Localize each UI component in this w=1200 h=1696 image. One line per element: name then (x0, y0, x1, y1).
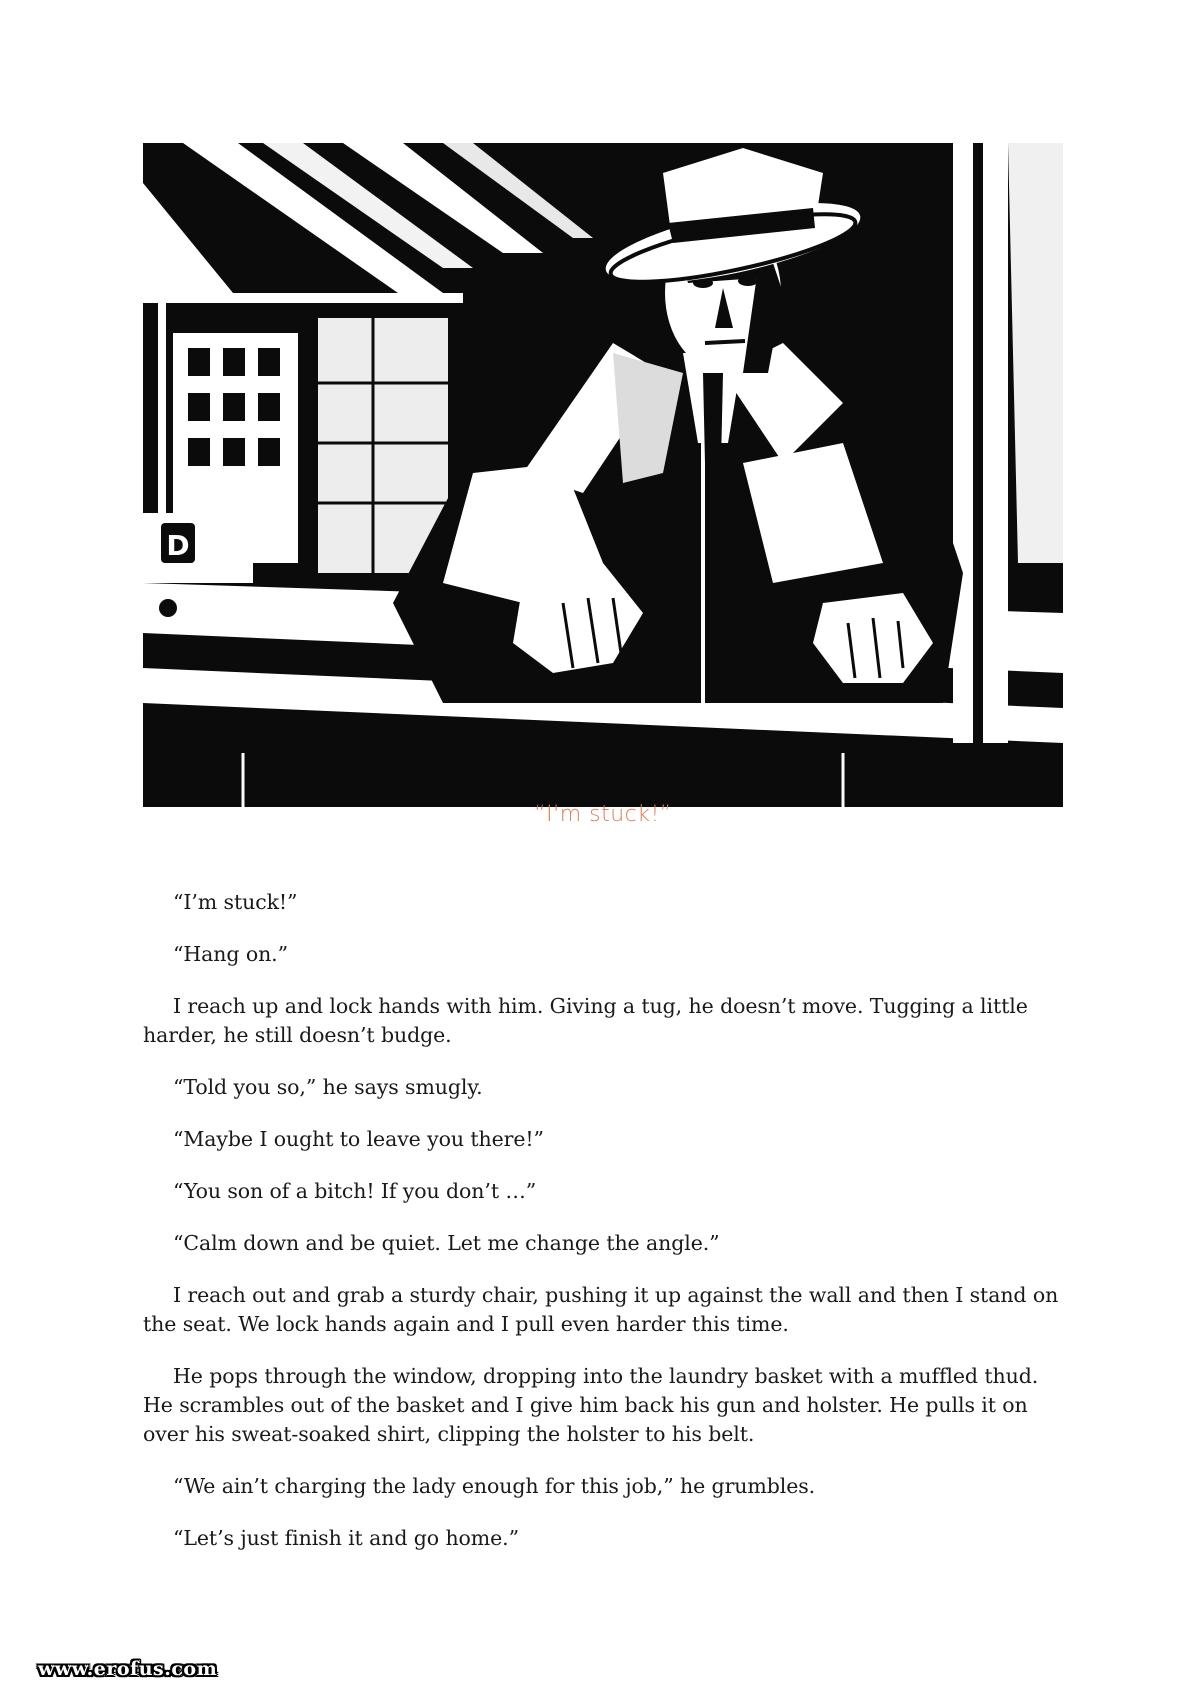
window-sign-letter: D (166, 529, 190, 562)
paragraph: “Hang on.” (173, 942, 288, 966)
paragraph: “Calm down and be quiet. Let me change the angle.” (173, 1231, 720, 1255)
paragraph: “Let’s just finish it and go home.” (173, 1526, 519, 1550)
paragraph: “Maybe I ought to leave you there!” (173, 1127, 544, 1151)
paragraph: “You son of a bitch! If you don’t …” (173, 1179, 537, 1203)
paragraph: “We ain’t charging the lady enough for this job,” he grumbles. (173, 1474, 816, 1498)
story-text (143, 888, 1063, 1576)
site-watermark: www.erofus.com (38, 1658, 218, 1680)
paragraph: I reach out and grab a sturdy chair, pushing it up against the wall and then I stand on the seat. We lock hands again and I pull even harder this time. (143, 1283, 1059, 1336)
paragraph: “Told you so,” he says smugly. (173, 1075, 483, 1099)
paragraph: “I’m stuck!” (173, 890, 298, 914)
illustration-caption: “I'm stuck!” (534, 802, 672, 827)
paragraph: I reach up and lock hands with him. Giving a tug, he doesn’t move. Tugging a little harder, he still doesn’t budge. (143, 994, 1028, 1047)
comic-illustration (143, 143, 1063, 807)
paragraph: He pops through the window, dropping into the laundry basket with a muffled thud. He scrambles out of the basket and I give him back his gun and holster. He pulls it on over his sweat-soaked shirt, clipping the holster to his belt. (143, 1364, 1039, 1446)
detective-in-window-drawing (143, 143, 1063, 807)
